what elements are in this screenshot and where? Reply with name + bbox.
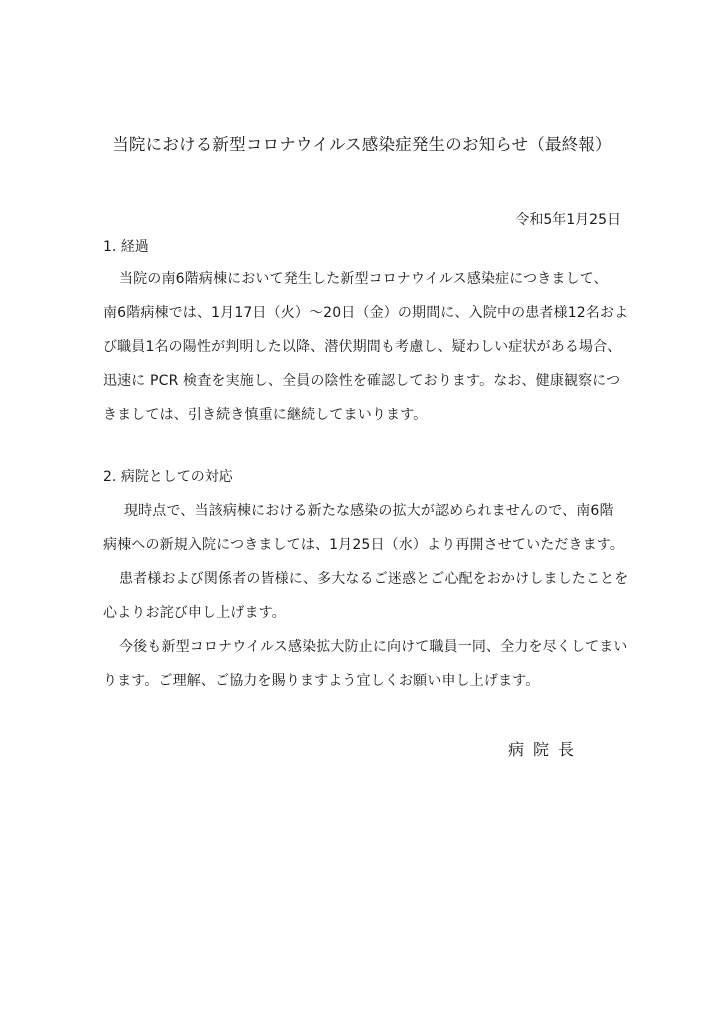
paragraph-line: び職員1名の陽性が判明した以降、潜伏期間も考慮し、疑わしい症状がある場合、 (103, 339, 622, 355)
paragraph-line: 当院の南6階病棟において発生した新型コロナウイルス感染症につきまして、 (119, 271, 608, 287)
paragraph-line: 病棟への新規入院につきましては、1月25日（水）より再開させていただきます。 (103, 537, 625, 553)
paragraph-line: 南6階病棟では、1月17日（火）～20日（金）の期間に、入院中の患者様12名およ (103, 305, 629, 321)
paragraph-line: きましては、引き続き慎重に継続してまいります。 (103, 407, 428, 423)
section-heading-response: 2. 病院としての対応 (103, 469, 233, 485)
paragraph-line: 患者様および関係者の皆様に、多大なるご迷惑とご心配をおかけしましたことを (119, 571, 629, 587)
paragraph-line: ります。ご理解、ご協力を賜りますよう宜しくお願い申し上げます。 (103, 673, 540, 689)
paragraph-line: 今後も新型コロナウイルス感染拡大防止に向けて職員一同、全力を尽くしてまい (119, 639, 628, 655)
paragraph-line: 迅速に PCR 検査を実施し、全員の陰性を確認しております。なお、健康観察につ (103, 373, 621, 389)
paragraph-line: 現時点で、当該病棟における新たな感染の拡大が認められませんので、南6階 (124, 503, 614, 519)
section-heading-progress: 1. 経過 (103, 239, 149, 255)
paragraph-line: 心よりお詫び申し上げます。 (103, 605, 286, 621)
signature-hospital-director: 病院長 (508, 740, 584, 759)
notice-date: 令和5年1月25日 (515, 212, 621, 228)
page-title: 当院における新型コロナウイルス感染症発生のお知らせ（最終報） (112, 135, 612, 154)
